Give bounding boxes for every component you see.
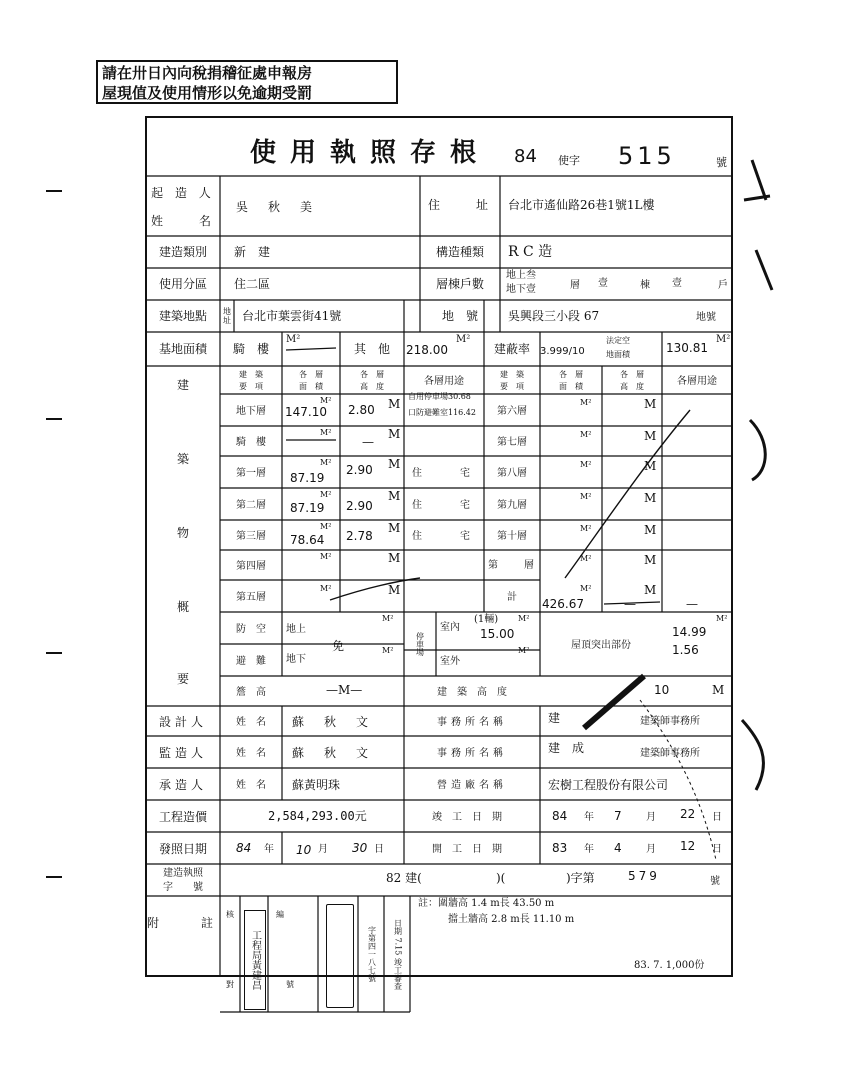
area-header-right-1: 各 層 (559, 369, 583, 379)
permit-mid-1: )( (496, 871, 506, 885)
approval-stamp: 工程局黃建昌 (244, 910, 266, 1010)
floor-1-area-unit: M² (320, 458, 332, 467)
contractor-firm: 宏樹工程股份有限公司 (548, 777, 669, 792)
roof-projection-area: 14.99 (672, 625, 707, 639)
building-side-label-3: 物 (176, 525, 189, 540)
seal-stamp (326, 904, 354, 1008)
floor-6-height-unit: M (644, 397, 657, 411)
building-unit: 棟 (640, 280, 650, 291)
floor-3-use: 住 宅 (412, 530, 476, 542)
floor-3-height: 2.78 (346, 529, 373, 543)
use-header-right: 各層用途 (677, 375, 717, 387)
start-year: 83 (552, 841, 568, 855)
area-header-1: 各 層 (299, 369, 323, 379)
lot-label: 地 號 (441, 308, 478, 323)
supervisor-label: 監造人 (158, 745, 207, 760)
floor-extra-height-unit: M (644, 553, 657, 567)
completion-year: 84 (552, 809, 568, 823)
roof-projection-unit: M² (716, 614, 728, 623)
floor-8-height-unit: M (644, 459, 657, 473)
permit-label-1: 建造執照 (163, 867, 203, 879)
arcade-area-unit: M² (320, 428, 332, 437)
floor-7-height-unit: M (644, 429, 657, 443)
floor-10-area-unit: M² (580, 524, 592, 533)
arcade-label: 騎 樓 (232, 341, 269, 356)
permit-year: 84 (514, 146, 537, 167)
builder-address: 台北市遙仙路26巷1號1L樓 (508, 197, 655, 212)
issue-month: 10 (296, 843, 312, 857)
parking-count: (1輛) (474, 614, 499, 625)
building-side-label-1: 建 (176, 377, 189, 392)
designer-office-suffix: 建築師事務所 (640, 716, 700, 727)
shelter-above: 地上 (286, 624, 306, 635)
floor-2-label: 第二層 (236, 499, 266, 511)
floor-extra-area-unit: M² (580, 554, 592, 563)
parking-indoor-unit: M² (518, 614, 530, 623)
completion-day: 22 (680, 807, 696, 821)
floor-7-area-unit: M² (580, 430, 592, 439)
permit-hao-label: 號 (716, 156, 727, 169)
other-label: 其 他 (353, 341, 390, 356)
parking-outdoor-label: 室外 (440, 656, 460, 667)
other-unit: M² (456, 334, 471, 345)
total-area-unit: M² (580, 584, 592, 593)
building-count: 壹 (598, 278, 608, 289)
site-address: 台北市葉雲街41號 (242, 308, 342, 323)
floor-1-area: 87.19 (290, 471, 325, 485)
item-header-right-2: 要 項 (500, 381, 524, 391)
designer-label: 設計人 (158, 714, 207, 729)
issue-year: 84 (236, 841, 252, 855)
issue-month-unit: 月 (318, 844, 328, 855)
floor-4-label: 第四層 (236, 560, 266, 572)
arcade-height: — (362, 435, 374, 449)
floor-extra-label-di: 第 (488, 560, 498, 571)
builder-name: 吳 秋 美 (236, 199, 317, 214)
total-use-dash: — (686, 597, 698, 611)
parking-outdoor-unit: M² (518, 646, 530, 655)
site-address-mark: 地址 (223, 307, 231, 325)
notice-line-1: 請在卅日內向稅捐稽征處申報房 (102, 64, 313, 82)
height-header-1: 各 層 (360, 369, 384, 379)
builder-label-2: 姓 名 (150, 213, 215, 228)
floor-4-height-unit: M (388, 551, 401, 565)
permit-label-2: 字 號 (163, 881, 203, 893)
note-line-1: 註：圍牆高 1.4 m長 43.50 m (418, 898, 555, 909)
vertical-stamp-2: 日期 7.15 竣工審查 (393, 918, 403, 990)
notes-label: 附 註 (146, 915, 219, 930)
lot-value: 吳興段三小段 67 (508, 308, 600, 323)
height-header-right-2: 高 度 (620, 381, 644, 391)
floor-2-area: 87.19 (290, 501, 325, 515)
floor-2-height: 2.90 (346, 499, 373, 513)
eave-value: —M— (326, 683, 363, 697)
issue-year-unit: 年 (264, 844, 274, 855)
permit-suffix: 號 (710, 876, 720, 887)
floor-2-use: 住 宅 (412, 499, 476, 511)
site-label: 建築地點 (158, 308, 207, 323)
parking-label: 停車場 (415, 632, 425, 656)
floors-unit: 層 (570, 280, 580, 291)
parking-indoor-label: 室內 (440, 622, 460, 633)
floor-8-label: 第八層 (497, 467, 527, 479)
floor-5-area-unit: M² (320, 584, 332, 593)
completion-year-unit: 年 (584, 812, 594, 823)
coverage-ratio-label: 建蔽率 (493, 341, 530, 356)
form-title: 使用執照存根 (250, 138, 491, 168)
floor-1-label: 第一層 (236, 467, 266, 479)
contractor-firm-label: 營造廠名稱 (437, 779, 507, 791)
arcade-unit: M² (286, 334, 301, 345)
completion-month-unit: 月 (646, 812, 656, 823)
floors-below: 地下壹 (506, 284, 536, 295)
structure-label: 構造種類 (435, 244, 484, 259)
total-area: 426.67 (542, 597, 584, 611)
arcade-height-unit: M (388, 427, 401, 441)
shelter-above-unit: M² (382, 614, 394, 623)
arcade-floor-label: 騎 樓 (236, 436, 266, 448)
basement-height: 2.80 (348, 403, 375, 417)
shelter-below: 地下 (286, 654, 306, 665)
floor-9-height-unit: M (644, 491, 657, 505)
total-height-dash: — (624, 597, 636, 611)
issue-date-label: 發照日期 (158, 841, 207, 856)
height-header-2: 高 度 (360, 381, 384, 391)
print-run: 83. 7. 1,000份 (634, 960, 705, 971)
floors-above: 地上叁 (506, 270, 536, 281)
contractor-name: 蘇黃明珠 (292, 777, 341, 792)
height-header-right-1: 各 層 (620, 369, 644, 379)
contractor-label: 承造人 (158, 777, 207, 792)
roof-projection-height: 1.56 (672, 643, 699, 657)
total-label: 計 (507, 591, 517, 603)
household-unit: 戶 (718, 280, 728, 291)
category-label: 建造類別 (158, 244, 207, 259)
floor-2-height-unit: M (388, 489, 401, 503)
building-side-label-2: 築 (176, 451, 189, 466)
supervisor-office-suffix: 建築師事務所 (640, 748, 700, 759)
area-header-right-2: 面 積 (559, 381, 583, 391)
parking-area: 15.00 (480, 627, 515, 641)
approve-label-3: 編 (276, 910, 284, 919)
notice-line-2: 屋現值及使用情形以免逾期受罰 (102, 84, 313, 102)
contractor-name-label: 姓 名 (236, 779, 266, 791)
legal-open-area: 130.81 (666, 341, 708, 355)
supervisor-office-label: 事務所名稱 (437, 747, 507, 759)
other-value: 218.00 (406, 343, 448, 357)
building-height-unit: M (712, 683, 725, 697)
air-defense-label: 防 空 (236, 623, 266, 635)
completion-day-unit: 日 (712, 812, 722, 823)
basement-area-unit: M² (320, 396, 332, 405)
building-height-value: 10 (654, 683, 670, 697)
designer-office-prefix: 建 (548, 711, 561, 725)
floor-10-height-unit: M (644, 523, 657, 537)
shelter-label: 避 難 (236, 655, 266, 667)
builder-address-label: 住 址 (427, 197, 492, 212)
legal-open-unit: M² (716, 334, 731, 345)
start-month: 4 (614, 841, 622, 855)
building-side-label-4: 概 (176, 599, 189, 614)
zone-value: 住二區 (234, 276, 271, 291)
category-value: 新 建 (234, 244, 271, 259)
basement-label: 地下層 (236, 405, 266, 417)
note-line-2: 擋土牆高 2.8 m長 11.10 m (448, 914, 575, 925)
floor-2-area-unit: M² (320, 490, 332, 499)
floor-7-label: 第七層 (497, 436, 527, 448)
start-date-label: 開工日期 (432, 843, 512, 855)
supervisor-name-label: 姓 名 (236, 747, 266, 759)
floor-5-label: 第五層 (236, 591, 266, 603)
legal-open-label-1: 法定空 (606, 336, 630, 345)
roof-projection-label: 屋頂突出部份 (571, 639, 631, 651)
basement-height-unit: M (388, 397, 401, 411)
total-height-unit: M (644, 583, 657, 597)
basement-use-2: 口防避難室116.42 (408, 408, 476, 417)
completion-date-label: 竣工日期 (432, 811, 512, 823)
approve-label-2: 對 (226, 980, 234, 989)
cost-value: 2,584,293.00元 (268, 809, 367, 823)
floor-8-area-unit: M² (580, 460, 592, 469)
start-month-unit: 月 (646, 844, 656, 855)
lot-suffix: 地號 (696, 312, 716, 323)
site-area-label: 基地面積 (158, 341, 207, 356)
eave-label: 簷 高 (236, 686, 266, 698)
floors-count-label: 層棟戶數 (435, 276, 484, 291)
item-header-2: 要 項 (239, 381, 263, 391)
area-header-2: 面 積 (299, 381, 323, 391)
permit-mid-2: )字第 (566, 871, 595, 885)
floor-1-use: 住 宅 (412, 467, 476, 479)
floor-1-height: 2.90 (346, 463, 373, 477)
floor-10-label: 第十層 (497, 530, 527, 542)
legal-open-label-2: 地面積 (606, 350, 630, 359)
supervisor-office-prefix: 建 成 (548, 741, 585, 755)
zone-label: 使用分區 (158, 276, 207, 291)
floor-3-area-unit: M² (320, 522, 332, 531)
floor-1-height-unit: M (388, 457, 401, 471)
item-header-right-1: 建 築 (500, 369, 524, 379)
floor-extra-label-ceng: 層 (524, 560, 534, 571)
designer-office-label: 事務所名稱 (437, 716, 507, 728)
start-year-unit: 年 (584, 844, 594, 855)
permit-prefix: 82 建( (386, 871, 422, 885)
floor-9-label: 第九層 (497, 499, 527, 511)
completion-month: 7 (614, 809, 622, 823)
start-day: 12 (680, 839, 696, 853)
issue-day-unit: 日 (374, 844, 384, 855)
builder-label-1: 起 造 人 (151, 185, 215, 200)
basement-area: 147.10 (285, 405, 327, 419)
floor-6-label: 第六層 (497, 405, 527, 417)
basement-use-1: 自用停車場30.68 (408, 392, 471, 401)
designer-name-label: 姓 名 (236, 716, 266, 728)
floor-3-label: 第三層 (236, 530, 266, 542)
floor-6-area-unit: M² (580, 398, 592, 407)
start-day-unit: 日 (712, 844, 722, 855)
supervisor-name: 蘇 秋 文 (292, 745, 373, 760)
designer-name: 蘇 秋 文 (292, 714, 373, 729)
use-header: 各層用途 (424, 375, 464, 387)
shelter-exempt: 免 (332, 639, 345, 653)
floor-4-area-unit: M² (320, 552, 332, 561)
shelter-below-unit: M² (382, 646, 394, 655)
floor-5-height-unit: M (388, 583, 401, 597)
vertical-stamp-1: 字第四一八七號 (367, 926, 377, 982)
floor-3-area: 78.64 (290, 533, 325, 547)
cost-label: 工程造價 (158, 809, 207, 824)
approve-label-1: 核 (226, 910, 234, 919)
building-height-label: 建 築 高 度 (437, 686, 507, 698)
building-side-label-5: 要 (176, 671, 189, 686)
household-count: 壹 (672, 278, 682, 289)
approve-label-4: 號 (286, 980, 294, 989)
floor-9-area-unit: M² (580, 492, 592, 501)
permit-zi-label: 使字 (558, 154, 580, 167)
floor-3-height-unit: M (388, 521, 401, 535)
issue-day: 30 (352, 841, 368, 855)
structure-value: R C 造 (508, 243, 553, 260)
item-header-1: 建 築 (239, 369, 263, 379)
permit-number: 515 (618, 142, 676, 170)
coverage-ratio: 3.999/10 (540, 346, 585, 357)
permit-ref-number: 579 (628, 869, 660, 883)
